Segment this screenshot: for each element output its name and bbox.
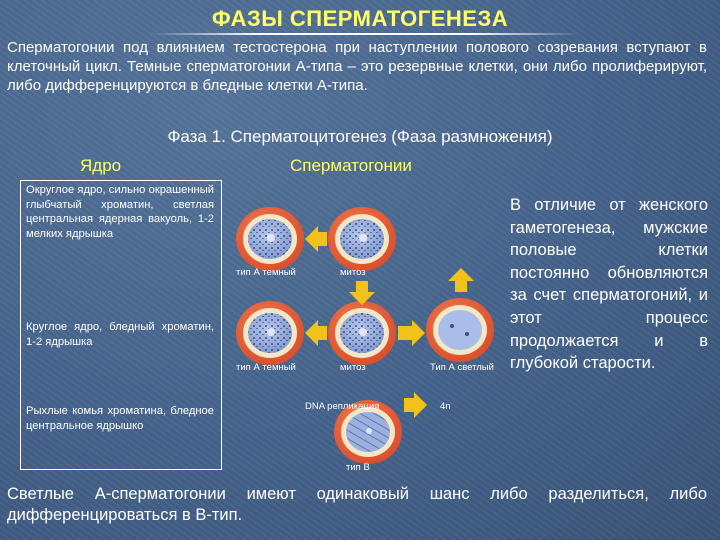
- arrow-mitosis-to-dark-a-1: [305, 226, 327, 252]
- cell-dark-a-2: [236, 301, 304, 365]
- page-title: ФАЗЫ СПЕРМАТОГЕНЕЗА: [211, 6, 509, 31]
- arrow-to-light-a: [398, 320, 425, 346]
- cell-light-a: [426, 298, 494, 362]
- arrow-down-1: [349, 281, 375, 305]
- label-type-a-light: Тип А светлый: [430, 362, 494, 373]
- label-type-b: тип B: [346, 462, 370, 473]
- cell-dark-a-mitosis-2: [328, 301, 396, 365]
- label-type-a-dark-1: тип А темный: [236, 267, 296, 278]
- intro-paragraph: Сперматогонии под влиянием тестостерона при наступлении полового созревания вступают в клеточный цикл. Темные сперматогонии А-типа – это резервные клетки, они либо пролиферируют, либо дифференцируются в бледные клетки А-типа.: [7, 39, 707, 94]
- nucleus-description-type-b: Рыхлые комья хроматина, бледное центральное ядрышко: [26, 405, 214, 432]
- label-type-a-dark-2: тип А темный: [236, 362, 296, 373]
- nucleus-column-label: Ядро: [80, 156, 122, 175]
- side-note: В отличие от женского гаметогенеза, мужские половые клетки постоянно обновляются за счет сперматогоний, и этот процесс продолжается и в глубокой старости.: [510, 196, 708, 373]
- cell-dark-a-mitosis-1: [328, 207, 396, 271]
- nucleus-description-light-a: Круглое ядро, бледный хроматин, 1-2 ядрышка: [26, 321, 214, 348]
- nucleus-description-dark-a: Округлое ядро, сильно окрашенный глыбчатый хроматин, светлая центральная ядерная вакуоль, 1-2 мелких ядрышка: [26, 184, 214, 240]
- arrow-light-a-up: [448, 268, 474, 292]
- conclusion-paragraph: Светлые А-сперматогонии имеют одинаковый шанс либо разделиться, либо дифференцироваться в В-тип.: [7, 485, 707, 524]
- label-dna-replication: DNA репликация: [305, 401, 380, 412]
- label-mitosis-2: митоз: [340, 362, 366, 373]
- label-mitosis-1: митоз: [340, 267, 366, 278]
- spermatogonia-column-label: Сперматогонии: [290, 156, 412, 175]
- arrow-dna-replication: [404, 392, 427, 418]
- cell-dark-a-1: [236, 207, 304, 271]
- phase-heading: Фаза 1. Сперматоцитогенез (Фаза размножения): [167, 127, 553, 146]
- label-4n: 4n: [440, 401, 451, 412]
- arrow-mitosis-to-dark-a-2: [305, 320, 327, 346]
